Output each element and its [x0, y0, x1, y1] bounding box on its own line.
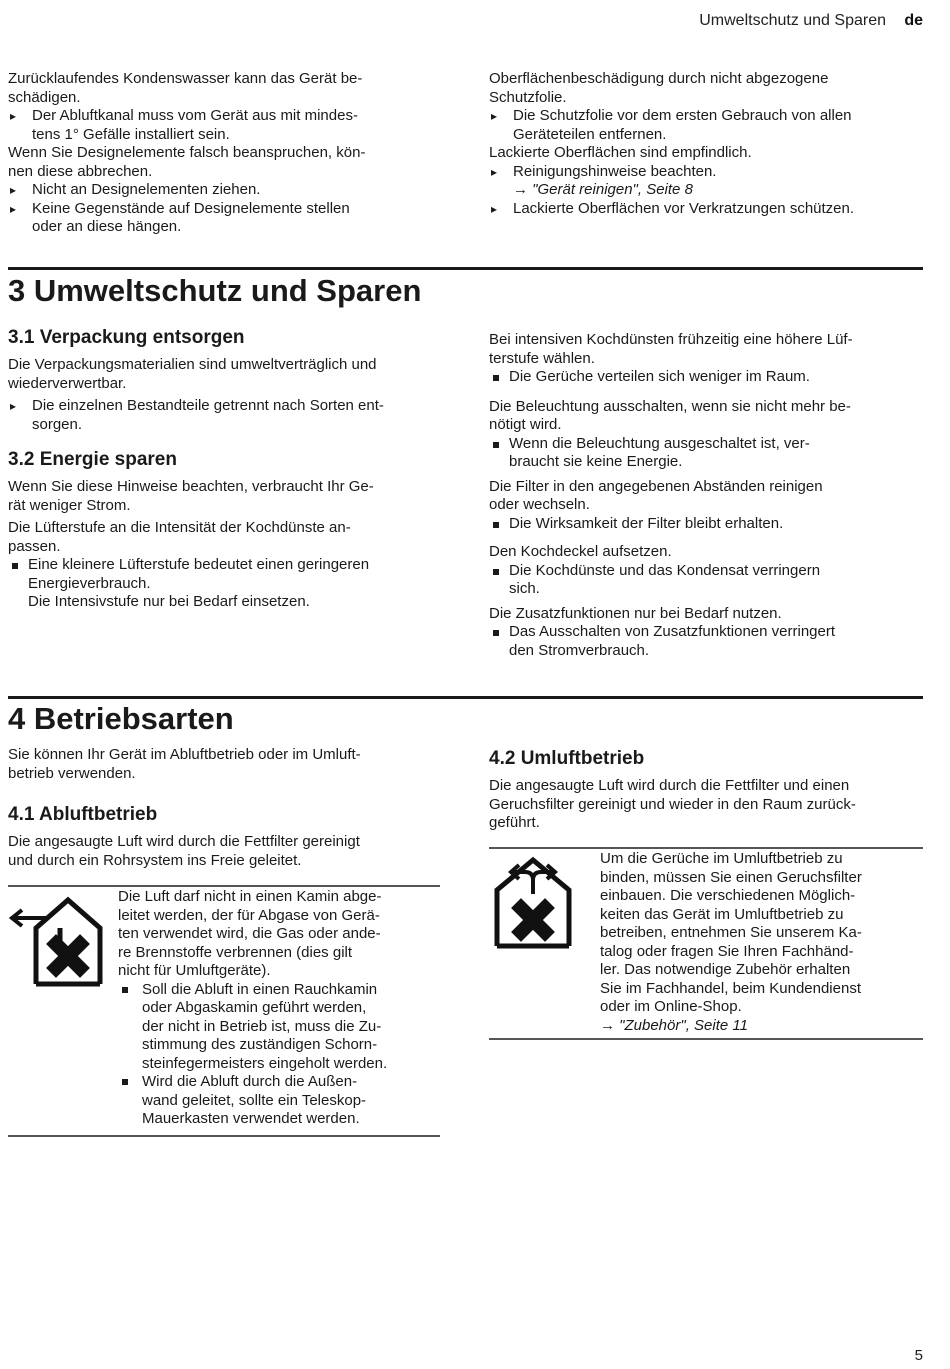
text-line: oder wechseln. — [489, 496, 590, 513]
top-right-block — [489, 70, 929, 218]
step-item — [489, 107, 929, 144]
tip-block — [489, 478, 929, 534]
text-line: re Brennstoffe verbrennen (dies gilt — [118, 943, 353, 961]
text-line: oder an diese hängen. — [32, 218, 182, 235]
chapter-4-title: 4 Betriebsarten — [8, 701, 234, 736]
step-item — [8, 397, 448, 434]
step-item — [489, 200, 929, 219]
step-item — [489, 163, 929, 182]
text-line: Die Luft darf nicht in einen Kamin abge- — [118, 888, 382, 905]
text-line: ▸ Die Schutzfolie vor dem ersten Gebrauch von allen — [513, 107, 852, 124]
exhaust-air-house-icon — [8, 888, 112, 992]
text-line: Sie im Fachhandel, beim Kundendienst — [600, 979, 861, 997]
text-line: nicht für Umluftgeräte). — [118, 962, 271, 979]
text-line: Geruchsfilter gereinigt und wieder in den Raum zurück- — [489, 795, 856, 813]
text-line: einbauen. Die verschiedenen Möglich- — [600, 887, 856, 904]
text-line: Zurücklaufendes Kondenswasser kann das Gerät be- — [8, 70, 363, 87]
exhaust-note-text — [118, 888, 440, 1129]
bullet-item — [118, 1073, 440, 1129]
text-line: den Stromverbrauch. — [509, 641, 650, 659]
chapter-divider — [8, 696, 923, 699]
cross-reference-link[interactable] — [489, 181, 929, 200]
section-3-1-title: 3.1 Verpackung entsorgen — [8, 327, 245, 348]
cross-reference-text: "Zubehör", Seite 11 — [619, 1016, 748, 1034]
text-line: talog oder fragen Sie Ihren Fachhänd- — [600, 942, 854, 960]
bullet-item — [489, 368, 929, 387]
text-line: ▸ Keine Gegenstände auf Designelemente stellen — [32, 199, 350, 217]
text-line: leitet werden, der für Abgase von Gerä- — [118, 906, 380, 924]
text-line: betrieb verwenden. — [8, 764, 136, 782]
text-line: Eine kleinere Lüfterstufe bedeutet einen geringeren — [28, 556, 370, 573]
chapter-3-left-column — [8, 326, 448, 612]
text-line: betreiben, entnehmen Sie unserem Ka- — [600, 924, 862, 941]
text-line: Soll die Abluft in einen Rauchkamin — [142, 980, 378, 998]
text-line: Die angesaugte Luft wird durch die Fettfilter gereinigt — [8, 833, 360, 850]
text-line: Geräteteilen entfernen. — [513, 125, 667, 143]
tip-block — [489, 605, 929, 661]
text-line: keiten das Gerät im Umluftbetrieb zu — [600, 905, 844, 923]
bullet-item — [489, 562, 929, 599]
text-line: ten verwendet wird, die Gas oder ande- — [118, 925, 381, 942]
text-line: nötigt wird. — [489, 416, 562, 433]
text-line: Das Ausschalten von Zusatzfunktionen verringert — [509, 623, 836, 640]
text-line: Bei intensiven Kochdünsten frühzeitig eine höhere Lüf- — [489, 331, 853, 348]
bullet-item — [489, 623, 929, 660]
text-line: braucht sie keine Energie. — [509, 453, 683, 470]
text-line: Die Beleuchtung ausschalten, wenn sie nicht mehr be- — [489, 397, 851, 415]
text-line: Die angesaugte Luft wird durch die Fettfilter und einen — [489, 777, 850, 794]
text-line: Den Kochdeckel aufsetzen. — [489, 543, 672, 560]
text-line: ▸ Lackierte Oberflächen vor Verkratzungen schützen. — [513, 199, 855, 217]
tip-block — [489, 543, 929, 599]
section-4-2-title: 4.2 Umluftbetrieb — [489, 748, 645, 769]
text-line: rät weniger Strom. — [8, 496, 131, 514]
cross-reference-text: "Gerät reinigen", Seite 8 — [532, 181, 693, 198]
bullet-item — [118, 981, 440, 1074]
text-line: sich. — [509, 580, 540, 597]
text-line: Wenn die Beleuchtung ausgeschaltet ist, ver- — [509, 434, 810, 452]
running-header-title: Umweltschutz und Sparen — [699, 12, 886, 29]
text-line: wand geleitet, sollte ein Teleskop- — [142, 1091, 367, 1109]
section-4-1-title: 4.1 Abluftbetrieb — [8, 804, 158, 825]
text-line: wiederverwertbar. — [8, 374, 127, 392]
recirculation-note-text — [600, 850, 925, 1035]
text-line: Lackierte Oberflächen sind empfindlich. — [489, 144, 752, 161]
step-item — [8, 200, 448, 237]
text-line: Die Filter in den angegebenen Abständen reinigen — [489, 477, 823, 495]
text-line: Die Intensivstufe nur bei Bedarf einsetzen. — [28, 593, 310, 610]
step-item — [8, 181, 448, 200]
text-line: Energieverbrauch. — [28, 574, 151, 592]
text-line: Die Verpackungsmaterialien sind umweltverträglich und — [8, 356, 377, 373]
text-line: binden, müssen Sie einen Geruchsfilter — [600, 868, 862, 886]
text-line: Sie können Ihr Gerät im Abluftbetrieb oder im Umluft- — [8, 746, 361, 763]
box-bottom-rule — [489, 1038, 923, 1040]
text-line: Wenn Sie Designelemente falsch beanspruchen, kön- — [8, 144, 366, 161]
tip-block — [489, 331, 929, 387]
text-line: Wenn Sie diese Hinweise beachten, verbraucht Ihr Ge- — [8, 478, 374, 495]
bullet-item — [489, 515, 929, 534]
bullet-item — [8, 556, 448, 612]
box-top-rule — [8, 885, 440, 887]
chapter-divider — [8, 267, 923, 270]
text-line: passen. — [8, 537, 61, 555]
text-line: ▸ Reinigungshinweise beachten. — [513, 162, 717, 180]
language-code: de — [904, 12, 923, 29]
chapter-3-right-column — [489, 331, 929, 660]
text-line: oder Abgaskamin geführt werden, — [142, 999, 367, 1016]
page-number: 5 — [914, 1346, 923, 1364]
text-line: steinfegermeisters eingeholt werden. — [142, 1054, 388, 1072]
text-line: ▸ Die einzelnen Bestandteile getrennt nach Sorten ent- — [32, 397, 384, 414]
tip-block — [489, 398, 929, 472]
text-line: sorgen. — [32, 415, 83, 433]
text-line: Die Wirksamkeit der Filter bleibt erhalten. — [509, 514, 784, 532]
box-bottom-rule — [8, 1135, 440, 1137]
text-line: Oberflächenbeschädigung durch nicht abgezogene — [489, 70, 829, 87]
recirculation-air-house-icon — [489, 850, 593, 954]
chapter-4-left-column — [8, 746, 448, 870]
box-top-rule — [489, 847, 923, 849]
top-left-block — [8, 70, 448, 237]
text-line: Die Gerüche verteilen sich weniger im Raum. — [509, 368, 810, 385]
bullet-item — [489, 435, 929, 472]
text-line: nen diese abbrechen. — [8, 162, 153, 180]
text-line: schädigen. — [8, 88, 81, 106]
text-line: tens 1° Gefälle installiert sein. — [32, 125, 230, 143]
text-line: ▸ Nicht an Designelementen ziehen. — [32, 181, 261, 198]
text-line: der nicht in Betrieb ist, muss die Zu- — [142, 1017, 382, 1035]
text-line: stimmung des zuständigen Schorn- — [142, 1036, 378, 1053]
text-line: ▸ Der Abluftkanal muss vom Gerät aus mit mindes- — [32, 107, 358, 124]
section-4-2 — [489, 747, 929, 833]
text-line: geführt. — [489, 814, 540, 831]
arrow-right-icon: → — [513, 181, 528, 198]
text-line: Um die Gerüche im Umluftbetrieb zu — [600, 850, 843, 867]
text-line: Mauerkasten verwendet werden. — [142, 1110, 360, 1127]
text-line: terstufe wählen. — [489, 349, 595, 367]
text-line: Wird die Abluft durch die Außen- — [142, 1073, 358, 1090]
text-line: ler. Das notwendige Zubehör erhalten — [600, 961, 851, 978]
text-line: Die Zusatzfunktionen nur bei Bedarf nutzen. — [489, 604, 782, 622]
text-line: oder im Online-Shop. — [600, 998, 742, 1015]
step-item — [8, 107, 448, 144]
text-line: Die Lüfterstufe an die Intensität der Kochdünste an- — [8, 519, 351, 536]
chapter-3-title: 3 Umweltschutz und Sparen — [8, 273, 422, 308]
text-line: Die Kochdünste und das Kondensat verringern — [509, 561, 821, 579]
section-3-2-title: 3.2 Energie sparen — [8, 449, 177, 470]
text-line: Schutzfolie. — [489, 88, 567, 106]
cross-reference-link[interactable] — [600, 1017, 925, 1036]
arrow-right-icon: → — [600, 1016, 615, 1034]
text-line: und durch ein Rohrsystem ins Freie geleitet. — [8, 851, 302, 869]
